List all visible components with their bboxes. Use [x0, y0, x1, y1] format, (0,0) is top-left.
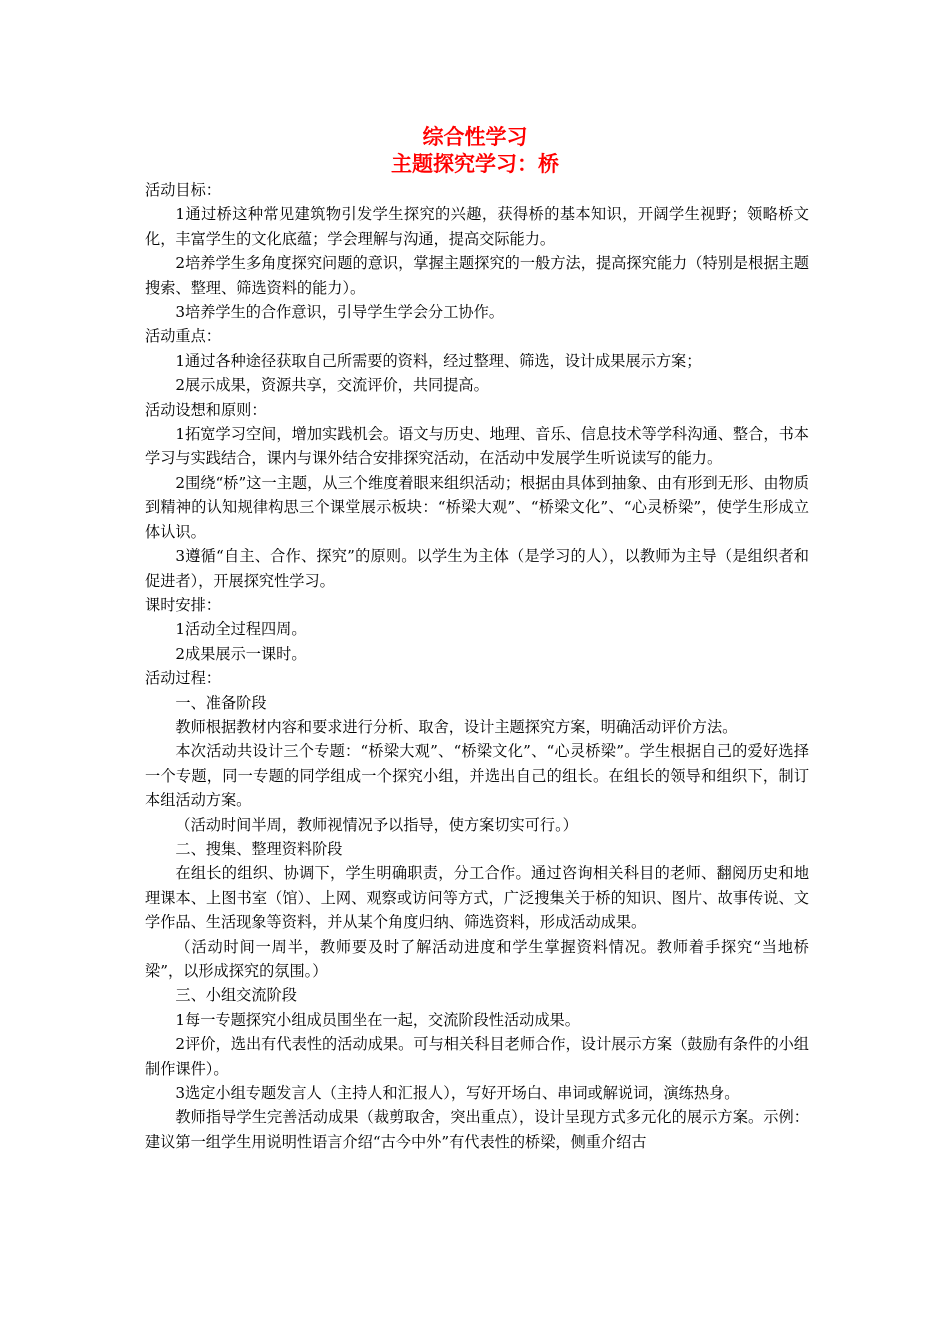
body-paragraph: （活动时间一周半，教师要及时了解活动进度和学生掌握资料情况。教师着手探究“当地桥梁”，以形成探究的氛围。）	[145, 937, 809, 980]
body-paragraph: 教师指导学生完善活动成果（裁剪取舍，突出重点），设计呈现方式多元化的展示方案。示例：建议第一组学生用说明性语言介绍“古今中外”有代表性的桥梁，侧重介绍古	[145, 1108, 809, 1151]
body-paragraph: 教师根据教材内容和要求进行分析、取舍，设计主题探究方案，明确活动评价方法。	[175, 717, 738, 736]
body-paragraph: 3遵循“自主、合作、探究”的原则。以学生为主体（是学习的人），以教师为主导（是组织者和促进者），开展探究性学习。	[145, 547, 809, 590]
section-heading: 活动设想和原则：	[145, 400, 267, 419]
body-paragraph: 2展示成果，资源共享，交流评价，共同提高。	[175, 376, 489, 395]
body-paragraph: 一、准备阶段	[175, 693, 267, 712]
body-paragraph: 本次活动共设计三个专题：“桥梁大观”、“桥梁文化”、“心灵桥梁”。学生根据自己的爱好选择一个专题，同一专题的同学组成一个探究小组，并选出自己的组长。在组长的领导和组织下，制订本组活动方案。	[145, 742, 809, 810]
body-paragraph: 三、小组交流阶段	[175, 986, 297, 1005]
body-paragraph: 2评价，选出有代表性的活动成果。可与相关科目老师合作，设计展示方案（鼓励有条件的小组制作课件）。	[145, 1035, 809, 1078]
body-paragraph: （活动时间半周，教师视情况予以指导，使方案切实可行。）	[175, 815, 578, 834]
body-paragraph: 1每一专题探究小组成员围坐在一起，交流阶段性活动成果。	[175, 1010, 580, 1029]
section-heading: 活动过程：	[145, 669, 221, 688]
section-heading: 活动目标：	[145, 181, 221, 199]
body-paragraph: 2围绕“桥”这一主题，从三个维度着眼来组织活动；根据由具体到抽象、由有形到无形、由物质到精神的认知规律构思三个课堂展示板块：“桥梁大观”、“桥梁文化”、“心灵桥梁”，使学生形成立体认识。	[145, 473, 809, 541]
body-paragraph: 1拓宽学习空间，增加实践机会。语文与历史、地理、音乐、信息技术等学科沟通、整合，书本学习与实践结合，课内与课外结合安排探究活动，在活动中发展学生听说读写的能力。	[145, 425, 809, 468]
document-subtitle: 主题探究学习：桥	[391, 152, 559, 176]
body-paragraph: 在组长的组织、协调下，学生明确职责，分工合作。通过咨询相关科目的老师、翻阅历史和地理课本、上图书室（馆）、上网、观察或访问等方式，广泛搜集关于桥的知识、图片、故事传说、文学作品、生活现象等资料，并从某个角度归纳、筛选资料，形成活动成果。	[145, 864, 809, 932]
body-paragraph: 2培养学生多角度探究问题的意识，掌握主题探究的一般方法，提高探究能力（特别是根据主题搜索、整理、筛选资料的能力）。	[145, 254, 809, 297]
document-title: 综合性学习	[422, 125, 528, 149]
body-paragraph: 2成果展示一课时。	[175, 644, 307, 663]
body-paragraph: 3培养学生的合作意识，引导学生学会分工协作。	[175, 303, 504, 322]
document-body	[145, 178, 809, 1154]
section-heading: 活动重点：	[145, 327, 221, 346]
section-heading: 课时安排：	[145, 595, 221, 614]
body-paragraph: 1通过桥这种常见建筑物引发学生探究的兴趣，获得桥的基本知识，开阔学生视野；领略桥文化，丰富学生的文化底蕴；学会理解与沟通，提高交际能力。	[145, 205, 809, 248]
body-paragraph: 3选定小组专题发言人（主持人和汇报人），写好开场白、串词或解说词，演练热身。	[175, 1084, 740, 1103]
title-block	[0, 124, 950, 178]
body-paragraph: 二、搜集、整理资料阶段	[175, 839, 343, 858]
body-paragraph: 1通过各种途径获取自己所需要的资料，经过整理、筛选，设计成果展示方案；	[175, 351, 702, 370]
body-paragraph: 1活动全过程四周。	[175, 620, 307, 639]
